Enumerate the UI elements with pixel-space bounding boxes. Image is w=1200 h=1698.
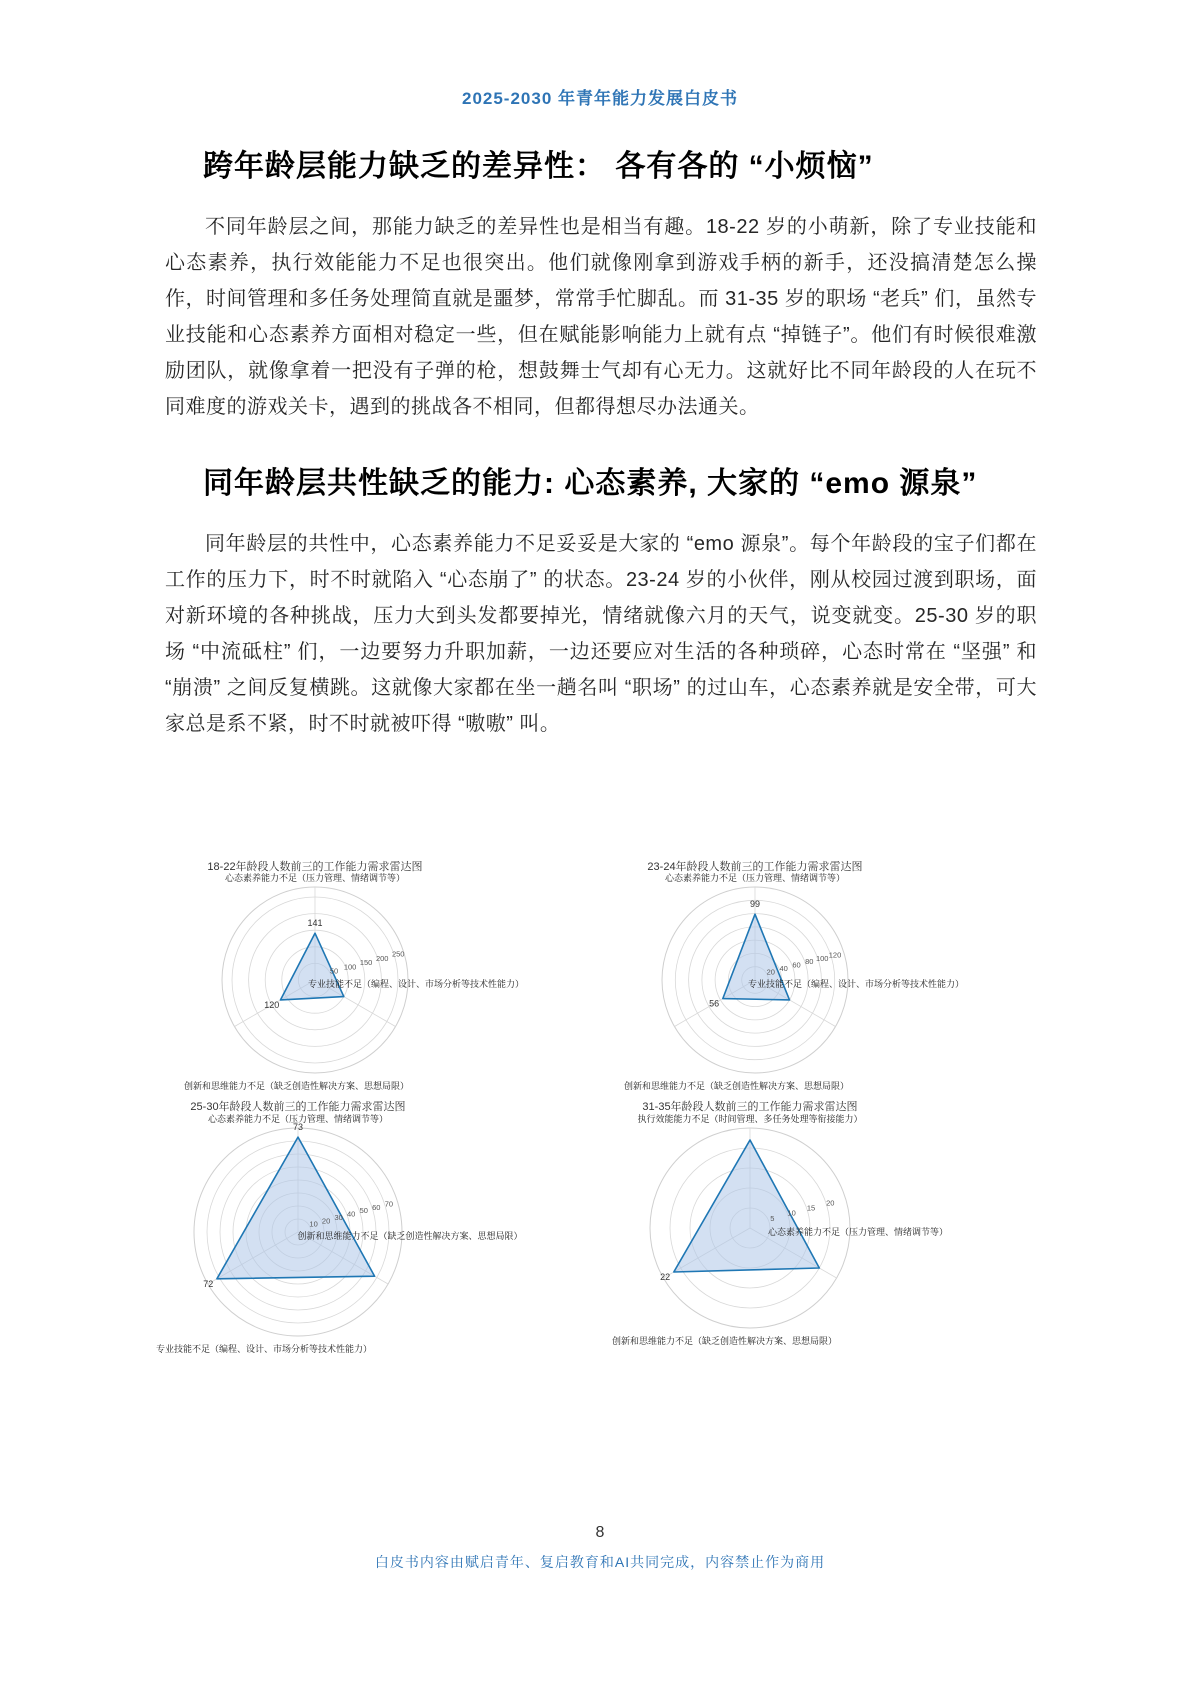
radar-chart-25-30 [148, 1098, 583, 1356]
axis-label-right: 创新和思维能力不足（缺乏创造性解决方案、思想局限） [297, 1231, 523, 1241]
data-value-label: 56 [709, 998, 720, 1009]
axis-label-top: 执行效能能力不足（时间管理、多任务处理等衔接能力） [637, 1114, 863, 1124]
page-number: 8 [595, 1524, 605, 1541]
radial-tick-label: 20 [766, 967, 775, 977]
radial-tick-label: 20 [321, 1216, 331, 1226]
footer-note: 白皮书内容由赋启青年、复启教育和AI共同完成，内容禁止作为商用 [374, 1554, 826, 1570]
radar-chart-svg [148, 1098, 583, 1356]
radial-tick-label: 50 [359, 1206, 368, 1216]
radial-tick-label: 60 [792, 960, 801, 970]
radial-tick-label: 40 [779, 964, 788, 974]
section-paragraph-cross-age: 不同年龄层之间，那能力缺乏的差异性也是相当有趣。18-22 岁的小萌新，除了专业技能和心态素养，执行效能能力不足也很突出。他们就像刚拿到游戏手柄的新手，还没搞清楚怎么操作，时间管理和多任务处理简直就是噩梦，常常手忙脚乱。而 31-35 岁的职场 “老兵” 们，虽然专业技能和心态素养方面相对稳定一些，但在赋能影响能力上就有点 “掉链子”。他们有时候很难激励团队，就像拿着一把没有子弹的枪，想鼓舞士气却有心无力。这就好比不同年龄段的人在玩不同难度的游戏关卡，遇到的挑战各不相同，但都得想尽办法通关。 [165, 216, 1037, 418]
chart-title: 31-35年龄段人数前三的工作能力需求雷达图 [642, 1101, 858, 1113]
radial-tick-label: 250 [391, 949, 405, 959]
radial-tick-label: 20 [826, 1198, 835, 1208]
axis-label-bottom: 创新和思维能力不足（缺乏创造性解决方案、思想局限） [612, 1336, 838, 1346]
chart-title: 25-30年龄段人数前三的工作能力需求雷达图 [190, 1101, 406, 1113]
radial-tick-label: 100 [815, 953, 829, 963]
axis-label-bottom: 专业技能不足（编程、设计、市场分析等技术性能力） [156, 1344, 373, 1354]
radial-tick-label: 100 [343, 962, 357, 972]
radial-tick-label: 70 [384, 1199, 394, 1209]
axis-label-right: 专业技能不足（编程、设计、市场分析等技术性能力） [747, 979, 965, 989]
axis-label-top: 心态素养能力不足（压力管理、情绪调节等） [207, 1114, 389, 1124]
radial-tick-label: 10 [787, 1208, 796, 1218]
radar-chart-23-24 [575, 858, 1040, 1103]
radial-tick-label: 60 [372, 1202, 381, 1212]
radial-tick-label: 5 [770, 1213, 775, 1223]
radial-tick-label: 50 [329, 966, 339, 976]
section-heading-cross-age: 跨年龄层能力缺乏的差异性： 各有各的 “小烦恼” [203, 150, 874, 183]
radial-tick-label: 10 [309, 1219, 318, 1229]
radar-chart-18-22 [150, 858, 580, 1103]
radar-chart-svg [558, 1098, 1038, 1348]
radial-tick-label: 120 [828, 950, 842, 960]
section-heading-same-age: 同年龄层共性缺乏的能力: 心态素养, 大家的 “emo 源泉” [203, 467, 978, 500]
document-header-title: 2025-2030 年青年能力发展白皮书 [461, 89, 739, 108]
axis-label-top: 心态素养能力不足（压力管理、情绪调节等） [664, 873, 846, 883]
axis-label-right: 心态素养能力不足（压力管理、情绪调节等） [767, 1227, 949, 1237]
data-value-label: 73 [292, 1122, 304, 1133]
chart-title: 18-22年龄段人数前三的工作能力需求雷达图 [207, 861, 423, 873]
section-paragraph-same-age: 同年龄层的共性中，心态素养能力不足妥妥是大家的 “emo 源泉”。每个年龄段的宝子们都在工作的压力下，时不时就陷入 “心态崩了” 的状态。23-24 岁的小伙伴，刚从校园过渡到职场，面对新环境的各种挑战，压力大到头发都要掉光，情绪就像六月的天气，说变就变。25-30 岁的职场 “中流砥柱” 们，一边要努力升职加薪，一边还要应对生活的各种琐碎，心态时常在 “坚强” 和 “崩溃” 之间反复横跳。这就像大家都在坐一趟名叫 “职场” 的过山车，心态素养就是安全带，可大家总是系不紧，时不时就被吓得 “嗷嗷” 叫。 [165, 533, 1037, 735]
data-value-label: 72 [203, 1278, 214, 1289]
radar-chart-svg [150, 858, 580, 1103]
axis-label-top: 心态素养能力不足（压力管理、情绪调节等） [224, 873, 406, 883]
data-value-label: 141 [307, 918, 323, 929]
radar-chart-svg [575, 858, 1040, 1103]
axis-label-bottom: 创新和思维能力不足（缺乏创造性解决方案、思想局限） [624, 1081, 850, 1091]
axis-label-bottom: 创新和思维能力不足（缺乏创造性解决方案、思想局限） [184, 1081, 410, 1091]
radar-chart-31-35 [558, 1098, 1038, 1348]
radial-tick-label: 30 [334, 1212, 343, 1222]
data-value-label: 22 [660, 1272, 671, 1282]
data-value-label: 99 [749, 899, 761, 910]
axis-label-right: 专业技能不足（编程、设计、市场分析等技术性能力） [307, 979, 525, 989]
radial-tick-label: 150 [359, 958, 373, 968]
radial-tick-label: 200 [375, 953, 389, 963]
radial-tick-label: 40 [347, 1209, 356, 1219]
data-value-label: 120 [264, 999, 280, 1010]
radial-tick-label: 15 [806, 1203, 816, 1213]
radial-tick-label: 80 [805, 957, 814, 967]
document-content [165, 138, 1037, 772]
radar-polygon [674, 1140, 820, 1272]
chart-title: 23-24年龄段人数前三的工作能力需求雷达图 [647, 861, 863, 873]
